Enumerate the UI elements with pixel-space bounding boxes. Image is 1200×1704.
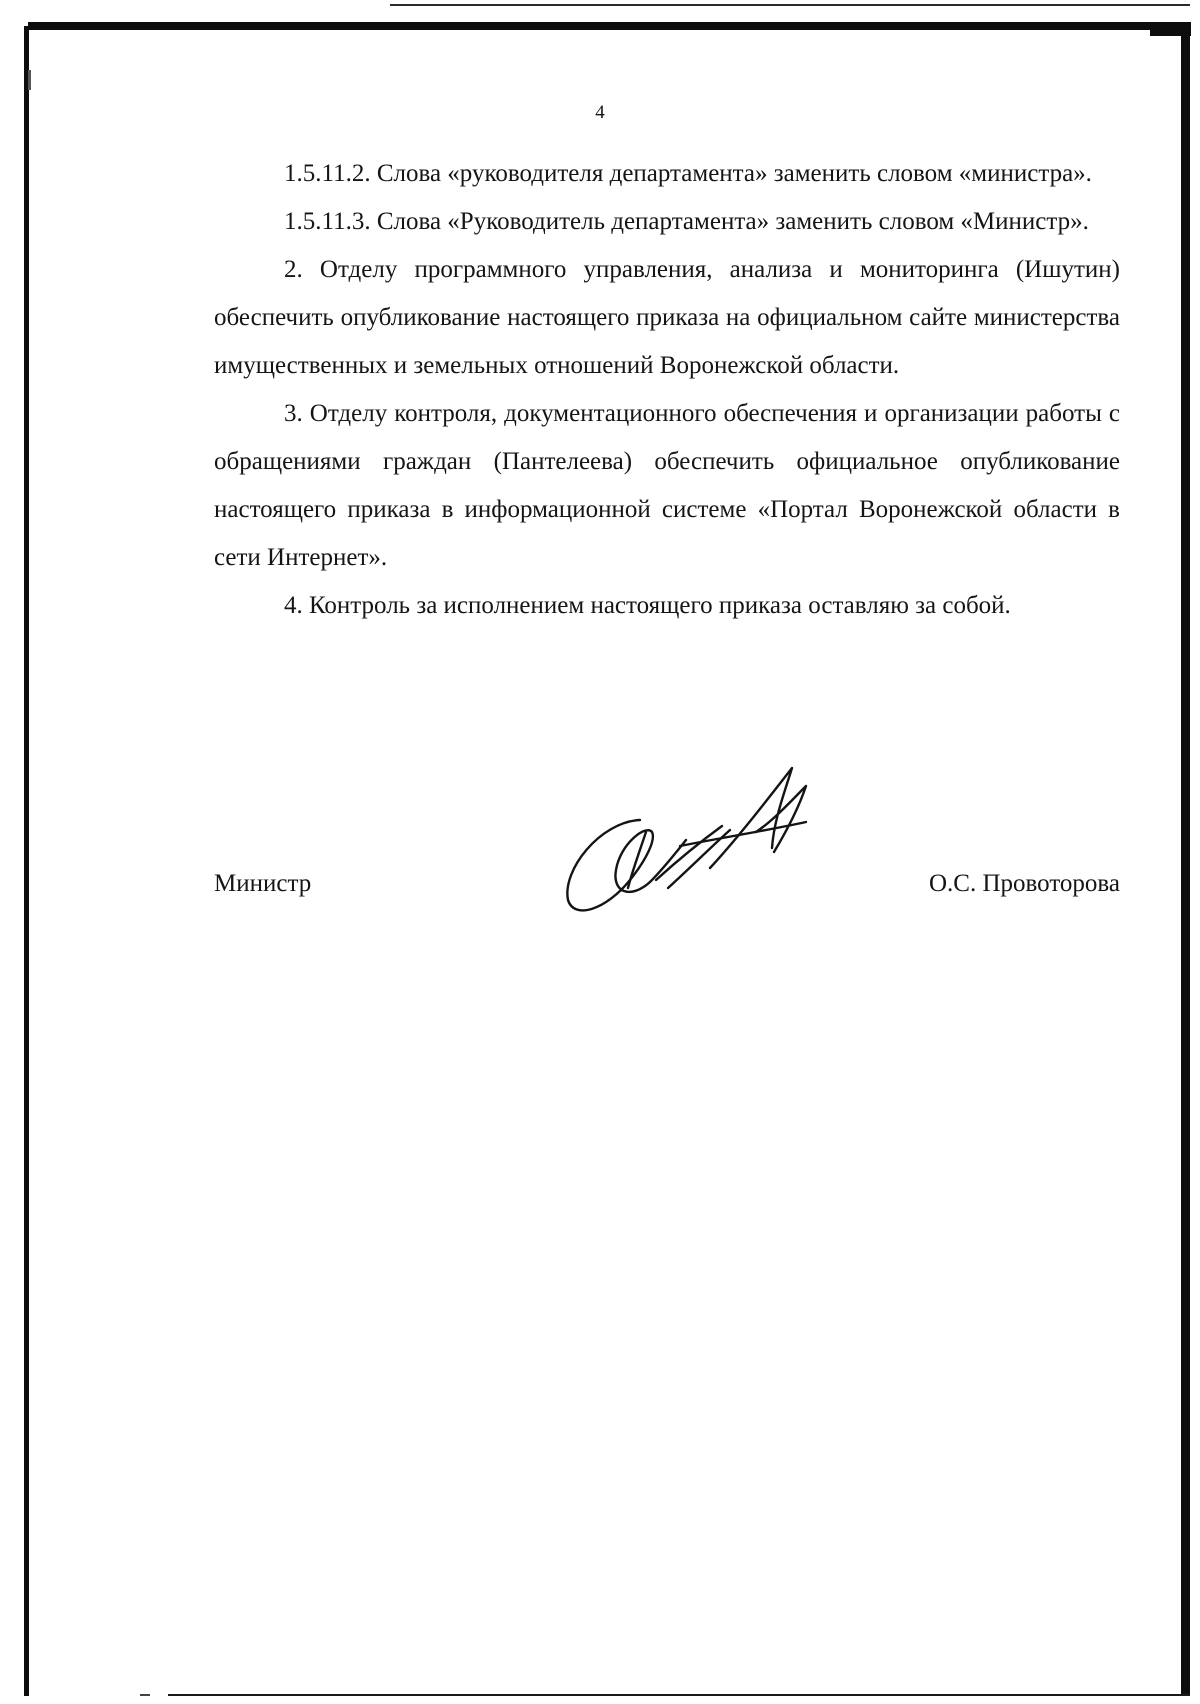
scan-border-bottom-mark — [140, 1694, 150, 1696]
scan-border-right — [1181, 30, 1190, 1696]
scan-border-top — [28, 22, 1191, 30]
handwritten-signature-icon — [560, 760, 840, 920]
scan-border-left-mark — [28, 70, 31, 90]
scan-border-bottom — [168, 1694, 1190, 1696]
document-body — [214, 150, 1120, 630]
scan-border-left — [24, 26, 29, 1696]
scan-border-top-thin — [390, 4, 1190, 6]
paragraph-4: 4. Контроль за исполнением настоящего приказа оставляю за собой. — [284, 592, 1011, 619]
paragraph-1-5-11-3: 1.5.11.3. Слова «Руководитель департамента» заменить словом «Министр». — [284, 208, 1089, 235]
signer-title: Министр — [214, 870, 312, 897]
signer-name: О.С. Провоторова — [928, 870, 1120, 897]
paragraph-3: 3. Отделу контроля, документационного обеспечения и организации работы с обращениями граждан (Пантелеева) обеспечить официальное опубликование настоящего приказа в информационной системе «Портал Воронежской области в сети Интернет». — [214, 400, 1120, 571]
paragraph-2: 2. Отделу программного управления, анализа и мониторинга (Ишутин) обеспечить опубликование настоящего приказа на официальном сайте министерства имущественных и земельных отношений Воронежской области. — [214, 256, 1120, 379]
paragraph-1-5-11-2: 1.5.11.2. Слова «руководителя департамента» заменить словом «министра». — [284, 160, 1092, 187]
page-number: 4 — [595, 102, 605, 123]
